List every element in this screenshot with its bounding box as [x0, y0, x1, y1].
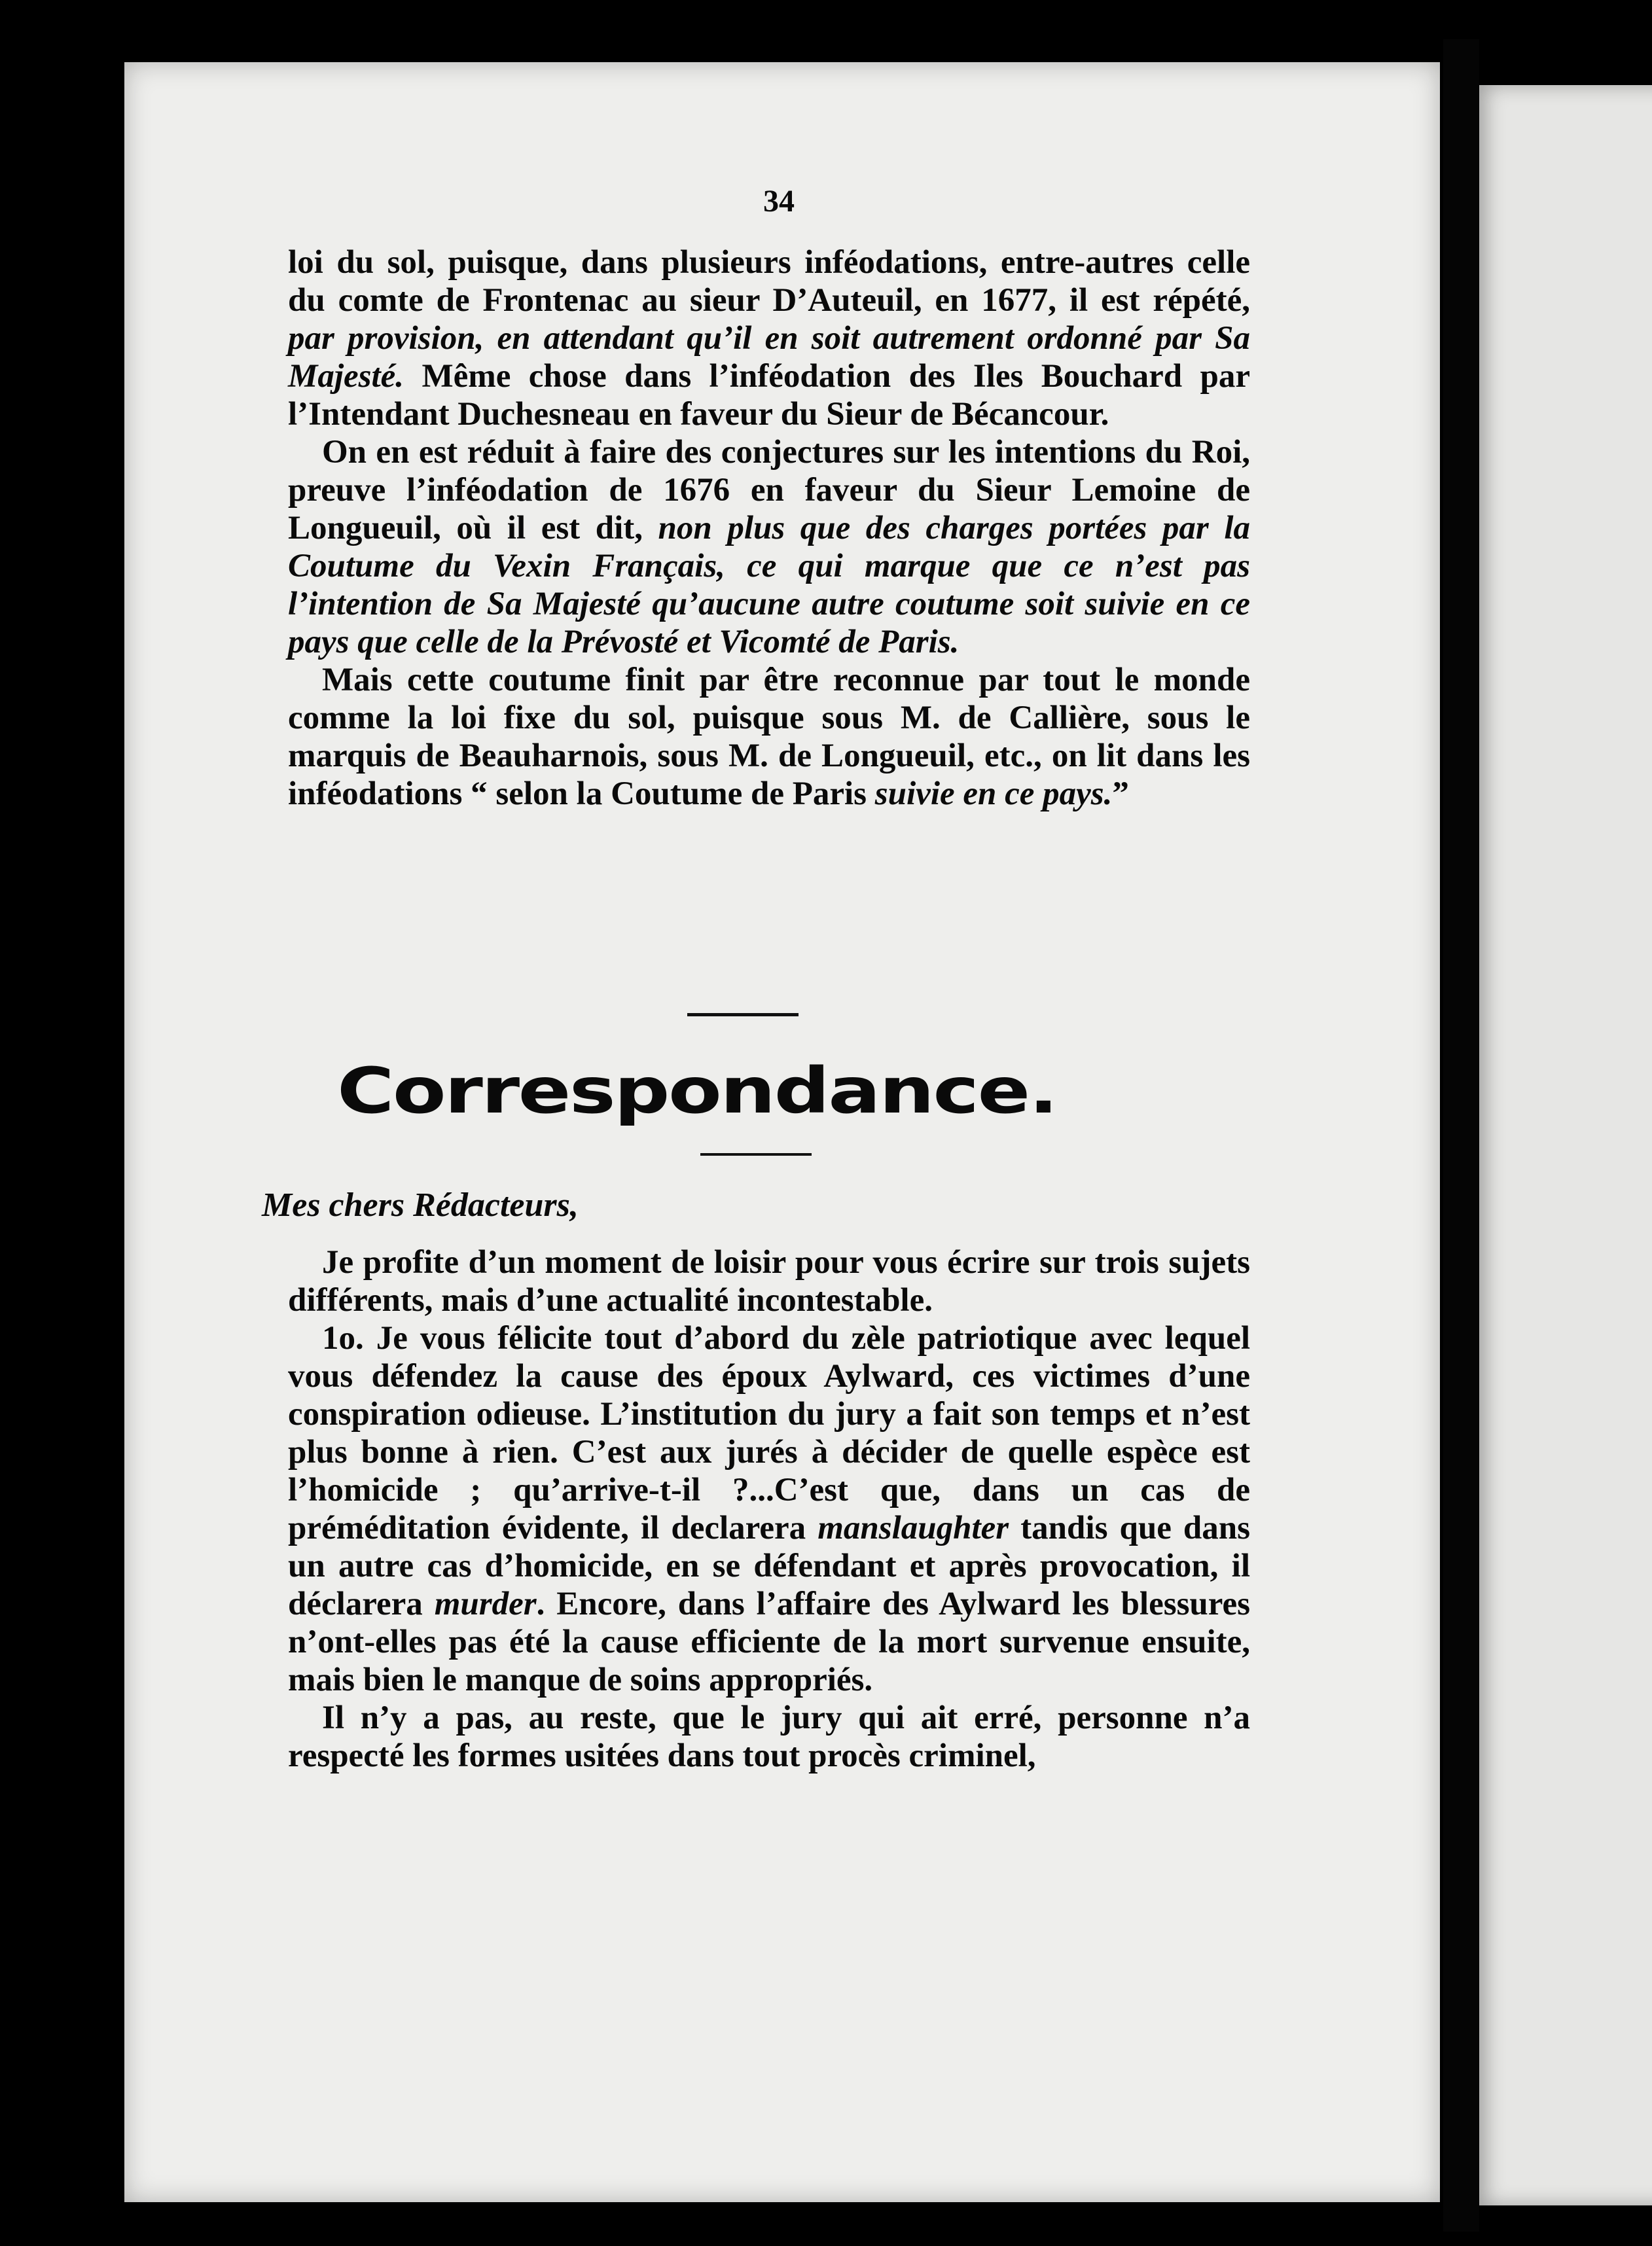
letter-body — [288, 1243, 1250, 1931]
section-divider-bottom — [700, 1153, 812, 1156]
section-title: Correspondance. — [337, 1054, 1057, 1128]
paragraph — [288, 661, 1250, 813]
text-run: ” — [1112, 775, 1129, 812]
paragraph — [288, 1319, 1250, 1699]
paragraph — [288, 1243, 1250, 1319]
italic-text: suivie en ce pays. — [874, 775, 1113, 812]
body-text-top — [288, 243, 1250, 976]
text-run: On en est réduit à faire des conjectures sur les intentions du Roi, preuve l’inféodation de 1676 en faveur du Sieur Lemoine de Longueuil, où il est dit, — [288, 434, 1250, 546]
paragraph — [288, 1699, 1250, 1775]
text-run: Il n’y a pas, au reste, que le jury qui ait erré, personne n’a respecté les formes usitées dans tout procès criminel, — [288, 1700, 1250, 1774]
text-run: loi du sol, puisque, dans plusieurs inféodations, entre-autres celle du comte de Frontenac au sieur D’Auteuil, en 1677, il est répété, — [288, 244, 1250, 319]
text-run: 1o. Je vous félicite tout d’abord du zèle patriotique avec lequel vous défendez la cause des époux Aylward, ces victimes d’une conspiration odieuse. L’institution du jury a fait son temps et n’est plus bonne à rien. C’est aux jurés à décider de quelle espèce est l’homicide ; qu’arrive-t-il ?...C’est que, dans un cas de préméditation évidente, il declarera — [288, 1320, 1250, 1546]
letter-salutation: Mes chers Rédacteurs, — [262, 1186, 579, 1224]
facing-page-edge — [1479, 85, 1652, 2205]
italic-text: murder — [434, 1586, 537, 1622]
italic-text: manslaughter — [817, 1510, 1009, 1546]
page-number: 34 — [763, 184, 795, 219]
paragraph — [288, 243, 1250, 433]
book-gutter — [1443, 39, 1479, 2232]
text-run: Mais cette coutume finit par être reconnue par tout le monde comme la loi fixe du sol, puisque sous M. de Callière, sous le marquis de Beauharnois, sous M. de Longueuil, etc., on lit dans les inféodations “ selon la Coutume de Paris — [288, 662, 1250, 812]
paragraph — [288, 433, 1250, 661]
section-divider-top — [687, 1013, 799, 1016]
italic-text: par provision, en attendant qu’il en soit autrement ordonné par Sa Majesté. — [288, 320, 1250, 395]
text-run: Même chose dans l’inféodation des Iles Bouchard par l’Intendant Duchesneau en faveur du Sieur de Bécancour. — [288, 358, 1250, 433]
text-run: . Encore, dans l’affaire des Aylward les blessures n’ont-elles pas été la cause efficiente de la mort survenue ensuite, mais bien le manque de soins appropriés. — [288, 1586, 1250, 1698]
italic-text: non plus que des charges portées par la Coutume du Vexin Français, ce qui marque que ce n’est pas l’intention de Sa Majesté qu’aucune autre coutume soit suivie en ce pays que celle de la Prévosté et Vicomté de Paris. — [288, 510, 1250, 660]
text-run: Je profite d’un moment de loisir pour vous écrire sur trois sujets différents, mais d’une actualité incontestable. — [288, 1244, 1250, 1319]
text-run: tandis que dans un autre cas d’homicide, en se défendant et après provocation, il déclarera — [288, 1510, 1250, 1622]
